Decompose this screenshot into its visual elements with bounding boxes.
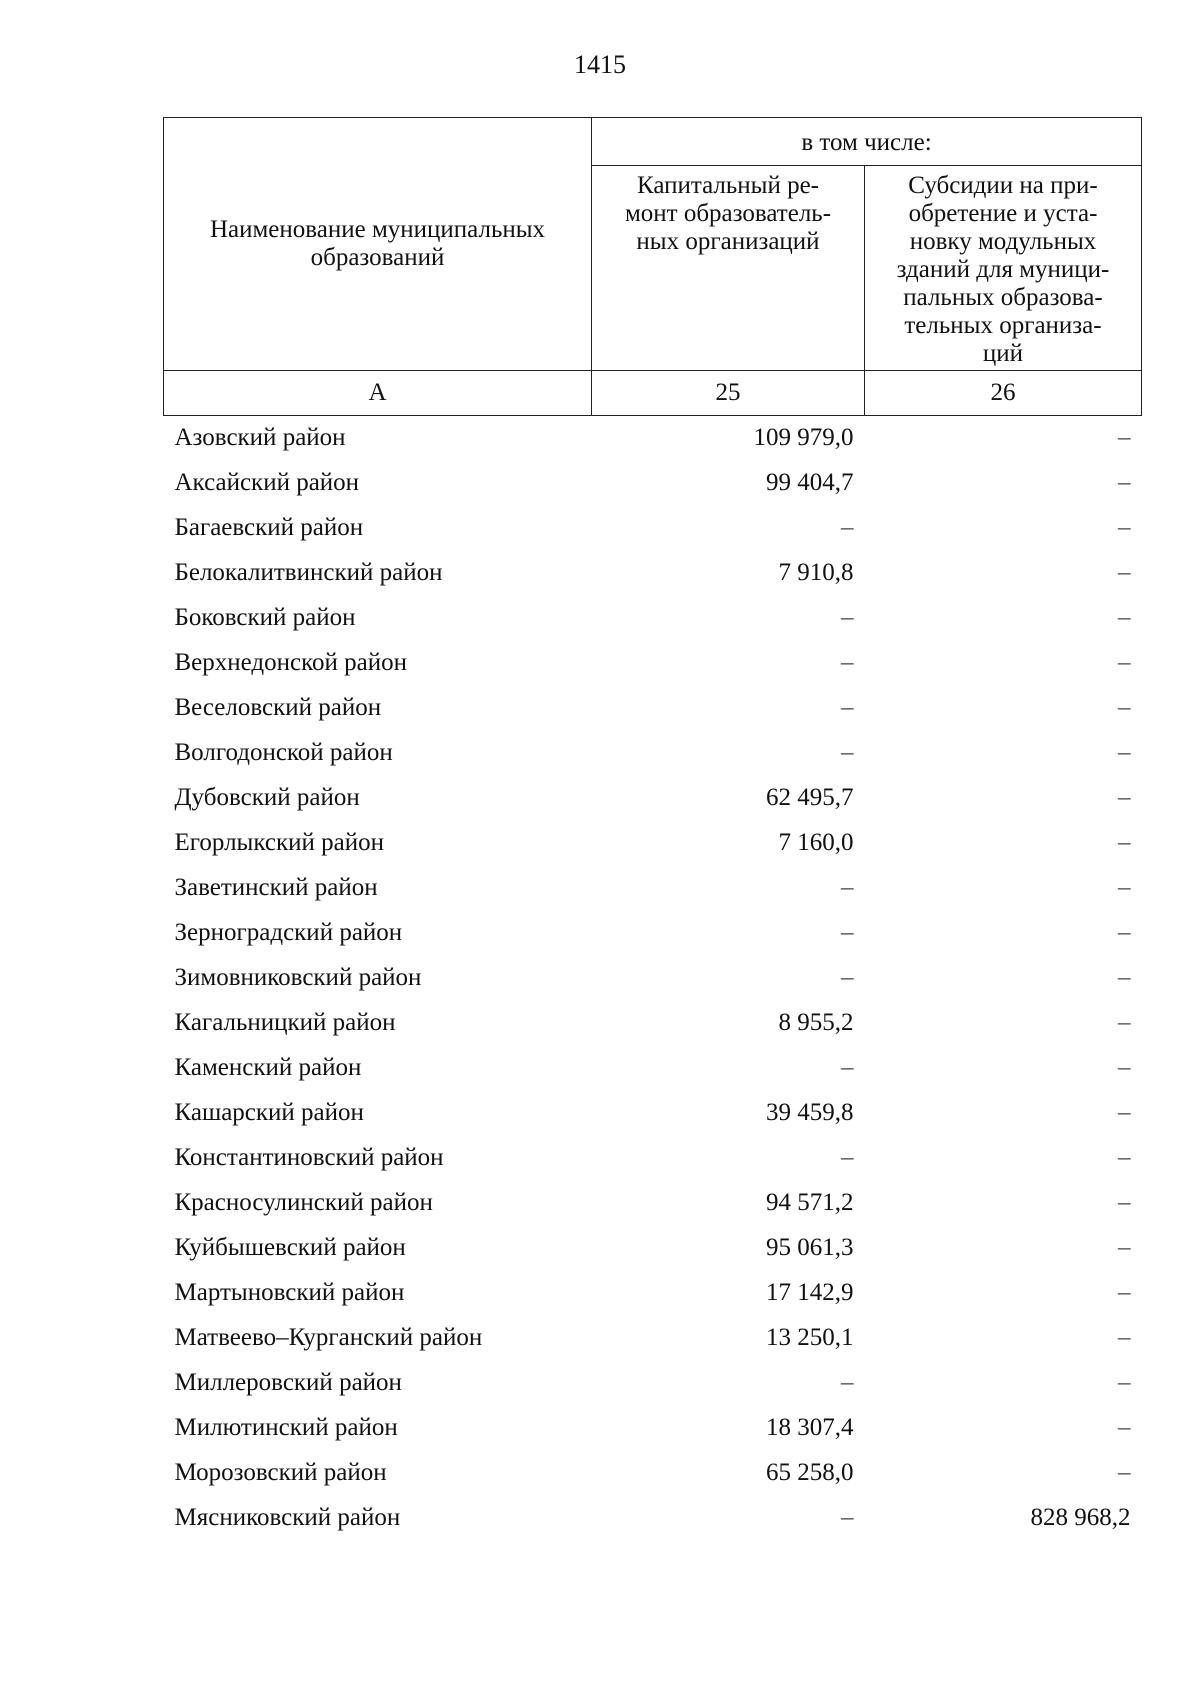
modular-buildings-value: –	[1118, 918, 1131, 946]
municipality-name: Мясниковский район	[174, 1503, 401, 1531]
header-line: обретение и уста-	[908, 200, 1098, 227]
municipality-name: Заветинский район	[174, 873, 378, 901]
subsidy-table	[163, 117, 1142, 1540]
modular-buildings-value: –	[1118, 1323, 1131, 1351]
modular-buildings-value: –	[1118, 963, 1131, 991]
table-row	[164, 1180, 1142, 1225]
capital-repair-value: –	[841, 1143, 854, 1171]
capital-repair-value: –	[841, 513, 854, 541]
modular-buildings-value: –	[1118, 513, 1131, 541]
header-line: новку модульных	[909, 228, 1097, 255]
capital-repair-value: 7 160,0	[778, 828, 854, 856]
modular-buildings-value: –	[1118, 828, 1131, 856]
municipality-name: Милютинский район	[174, 1413, 398, 1441]
modular-buildings-value: –	[1118, 424, 1131, 451]
municipality-name: Дубовский район	[174, 783, 360, 811]
capital-repair-value: –	[841, 1503, 854, 1531]
municipality-name: Егорлыкский район	[174, 828, 384, 856]
capital-repair-value: 7 910,8	[778, 558, 854, 586]
header-modular-buildings	[865, 166, 1142, 371]
capital-repair-value: 8 955,2	[778, 1008, 854, 1036]
modular-buildings-value: –	[1118, 1098, 1131, 1126]
table-row	[164, 1045, 1142, 1090]
table-row	[164, 775, 1142, 820]
table-row	[164, 1450, 1142, 1495]
municipality-name: Белокалитвинский район	[174, 558, 443, 586]
header-line: ций	[982, 340, 1024, 367]
table-row	[164, 416, 1142, 461]
header-line: ных организаций	[636, 228, 820, 255]
table-row	[164, 550, 1142, 595]
modular-buildings-value: –	[1118, 738, 1131, 766]
capital-repair-value: 39 459,8	[766, 1098, 854, 1126]
municipality-name: Мартыновский район	[174, 1278, 405, 1306]
page-number: 1415	[574, 50, 626, 79]
table-body	[164, 416, 1142, 1541]
modular-buildings-value: –	[1118, 1233, 1131, 1261]
table-row	[164, 640, 1142, 685]
municipality-name: Красносулинский район	[174, 1188, 433, 1216]
modular-buildings-value: –	[1118, 603, 1131, 631]
table-row	[164, 1000, 1142, 1045]
table-row	[164, 1270, 1142, 1315]
table-row	[164, 1360, 1142, 1405]
municipality-name: Матвеево–Курганский район	[174, 1323, 483, 1351]
modular-buildings-value: –	[1118, 1413, 1131, 1441]
capital-repair-value: –	[841, 918, 854, 946]
table-row	[164, 1495, 1142, 1540]
table-row	[164, 1090, 1142, 1135]
table-row	[164, 1405, 1142, 1450]
capital-repair-value: 94 571,2	[766, 1188, 854, 1216]
municipality-name: Боковский район	[174, 603, 356, 631]
capital-repair-value: –	[841, 648, 854, 676]
modular-buildings-value: –	[1118, 783, 1131, 811]
capital-repair-value: 18 307,4	[766, 1413, 854, 1441]
table-row	[164, 1225, 1142, 1270]
header-including: в том числе:	[592, 118, 1142, 166]
table-row	[164, 595, 1142, 640]
header-capital-repair	[592, 166, 865, 371]
municipality-name: Куйбышевский район	[174, 1233, 406, 1261]
modular-buildings-value: –	[1118, 558, 1131, 586]
capital-repair-value: –	[841, 963, 854, 991]
municipality-name: Константиновский район	[174, 1143, 444, 1171]
modular-buildings-value: –	[1118, 693, 1131, 721]
table-row	[164, 460, 1142, 505]
header-line: Субсидии на при-	[908, 172, 1098, 199]
capital-repair-value: –	[841, 693, 854, 721]
header-number-26: 26	[865, 371, 1142, 416]
modular-buildings-value: –	[1118, 1053, 1131, 1081]
table-row	[164, 730, 1142, 775]
header-line: Капитальный ре-	[636, 172, 820, 199]
municipality-name: Волгодонской район	[174, 738, 393, 766]
table-row	[164, 1135, 1142, 1180]
modular-buildings-value: –	[1118, 1188, 1131, 1216]
modular-buildings-value: –	[1118, 468, 1131, 496]
modular-buildings-value: –	[1118, 648, 1131, 676]
capital-repair-value: 99 404,7	[766, 468, 854, 496]
header-line: зданий для муници-	[896, 256, 1110, 283]
municipality-name: Зерноградский район	[174, 918, 403, 946]
table-header	[164, 118, 1142, 416]
header-municipality-name: Наименование муниципальных образований	[164, 118, 592, 371]
capital-repair-value: –	[841, 873, 854, 901]
municipality-name: Аксайский район	[174, 468, 360, 496]
table-row	[164, 685, 1142, 730]
capital-repair-value: 13 250,1	[766, 1323, 854, 1351]
table-row	[164, 865, 1142, 910]
modular-buildings-value: –	[1118, 1278, 1131, 1306]
modular-buildings-value: –	[1118, 873, 1131, 901]
modular-buildings-value: –	[1118, 1143, 1131, 1171]
capital-repair-value: 109 979,0	[753, 424, 854, 451]
municipality-name: Веселовский район	[174, 693, 382, 721]
table-row	[164, 820, 1142, 865]
capital-repair-value: 65 258,0	[766, 1458, 854, 1486]
municipality-name: Азовский район	[174, 424, 346, 451]
header-line: пальных образова-	[903, 284, 1103, 311]
modular-buildings-value: –	[1118, 1008, 1131, 1036]
municipality-name: Морозовский район	[174, 1458, 387, 1486]
modular-buildings-value: –	[1118, 1368, 1131, 1396]
capital-repair-value: –	[841, 1053, 854, 1081]
municipality-name: Верхнедонской район	[174, 648, 407, 676]
capital-repair-value: –	[841, 1368, 854, 1396]
capital-repair-value: –	[841, 603, 854, 631]
table-row	[164, 910, 1142, 955]
header-line: тельных организа-	[904, 312, 1102, 339]
modular-buildings-value: –	[1118, 1458, 1131, 1486]
header-line: монт образователь-	[624, 200, 832, 227]
municipality-name: Кашарский район	[174, 1098, 364, 1126]
municipality-name: Багаевский район	[174, 513, 364, 541]
capital-repair-value: –	[841, 738, 854, 766]
capital-repair-value: 17 142,9	[766, 1278, 854, 1306]
municipality-name: Зимовниковский район	[174, 963, 422, 991]
capital-repair-value: 95 061,3	[766, 1233, 854, 1261]
capital-repair-value: 62 495,7	[766, 783, 854, 811]
municipality-name: Миллеровский район	[174, 1368, 402, 1396]
municipality-name: Каменский район	[174, 1053, 362, 1081]
table-row	[164, 1315, 1142, 1360]
municipality-name: Кагальницкий район	[174, 1008, 396, 1036]
table-row	[164, 505, 1142, 550]
table-row	[164, 955, 1142, 1000]
header-number-a: А	[164, 371, 592, 416]
modular-buildings-value: 828 968,2	[1030, 1503, 1131, 1531]
header-number-25: 25	[592, 371, 865, 416]
